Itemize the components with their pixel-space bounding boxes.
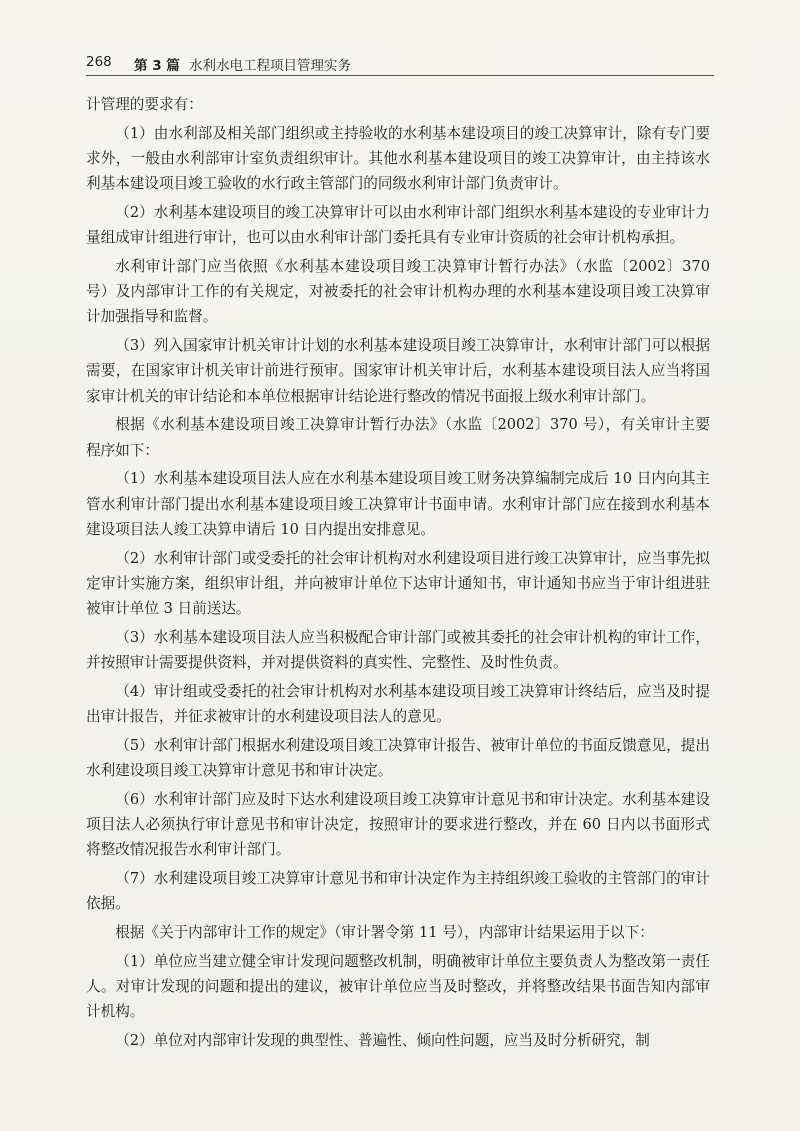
page-number: 268 — [86, 54, 112, 70]
paragraph: （2）单位对内部审计发现的典型性、普遍性、倾向性问题，应当及时分析研究，制 — [115, 1032, 650, 1050]
paragraph: （4）审计组或受委托的社会审计机构对水利基本建设项目竣工决算审计终结后，应当及时提出审计报告，并征求被审计的水利建设项目法人的意见。 — [86, 682, 710, 726]
part-label: 第 3 篇 — [134, 58, 180, 74]
header-rule — [86, 75, 714, 76]
paragraph: 根据《水利基本建设项目竣工决算审计暂行办法》（水监〔2002〕370 号），有关审计主要程序如下： — [86, 416, 710, 459]
paragraph: （7）水利建设项目竣工决算审计意见书和审计决定作为主持组织竣工验收的主管部门的审计依据。 — [86, 870, 710, 913]
paragraph: （3）水利基本建设项目法人应当积极配合审计部门或被其委托的社会审计机构的审计工作，并按照审计需要提供资料，并对提供资料的真实性、完整性、及时性负责。 — [86, 628, 710, 672]
paragraph: （3）列入国家审计机关审计计划的水利基本建设项目竣工决算审计，水利审计部门可以根据需要，在国家审计机关审计前进行预审。国家审计机关审计后，水利基本建设项目法人应当将国家审计机关的审计结论和本单位根据审计结论进行整改的情况书面报上级水利审计部门。 — [86, 337, 710, 405]
paragraph: （2）水利基本建设项目的竣工决算审计可以由水利审计部门组织水利基本建设的专业审计力量组成审计组进行审计，也可以由水利审计部门委托具有专业审计资质的社会审计机构承担。 — [86, 204, 710, 247]
body-text — [86, 92, 710, 1057]
paragraph: （1）单位应当建立健全审计发现问题整改机制，明确被审计单位主要负责人为整改第一责任人。对审计发现的问题和提出的建议，被审计单位应当及时整改，并将整改结果书面告知内部审计机构。 — [86, 952, 710, 1021]
running-header — [86, 54, 714, 76]
book-title: 水利水电工程项目管理实务 — [189, 58, 351, 74]
paragraph: （1）由水利部及相关部门组织或主持验收的水利基本建设项目的竣工决算审计，除有专门要求外，一般由水利部审计室负责组织审计。其他水利基本建设项目的竣工决算审计，由主持该水利基本建设项目竣工验收的水行政主管部门的同级水利审计部门负责审计。 — [86, 124, 710, 193]
paragraph: （2）水利审计部门或受委托的社会审计机构对水利建设项目进行竣工决算审计，应当事先拟定审计实施方案，组织审计组，并向被审计单位下达审计通知书，审计通知书应当于审计组进驻被审计单位 3 日前送达。 — [86, 549, 710, 618]
paragraph: 根据《关于内部审计工作的规定》（审计署令第 11 号），内部审计结果运用于以下： — [115, 924, 654, 942]
paragraph: 水利审计部门应当依照《水利基本建设项目竣工决算审计暂行办法》（水监〔2002〕370 号）及内部审计工作的有关规定，对被委托的社会审计机构办理的水利基本建设项目竣工决算审计加强指导和监督。 — [86, 258, 710, 326]
paragraph: 计管理的要求有： — [86, 96, 203, 113]
paragraph: （5）水利审计部门根据水利建设项目竣工决算审计报告、被审计单位的书面反馈意见，提出水利建设项目竣工决算审计意见书和审计决定。 — [86, 736, 710, 780]
paragraph: （6）水利审计部门应及时下达水利建设项目竣工决算审计意见书和审计决定。水利基本建设项目法人必须执行审计意见书和审计决定，按照审计的要求进行整改，并在 60 日内以书面形式将整改情况报告水利审计部门。 — [86, 790, 710, 859]
paragraph: （1）水利基本建设项目法人应在水利基本建设项目竣工财务决算编制完成后 10 日内向其主管水利审计部门提出水利基本建设项目竣工决算审计书面申请。水利审计部门应在接到水利基本建设项目法人竣工决算申请后 10 日内提出安排意见。 — [86, 470, 710, 538]
